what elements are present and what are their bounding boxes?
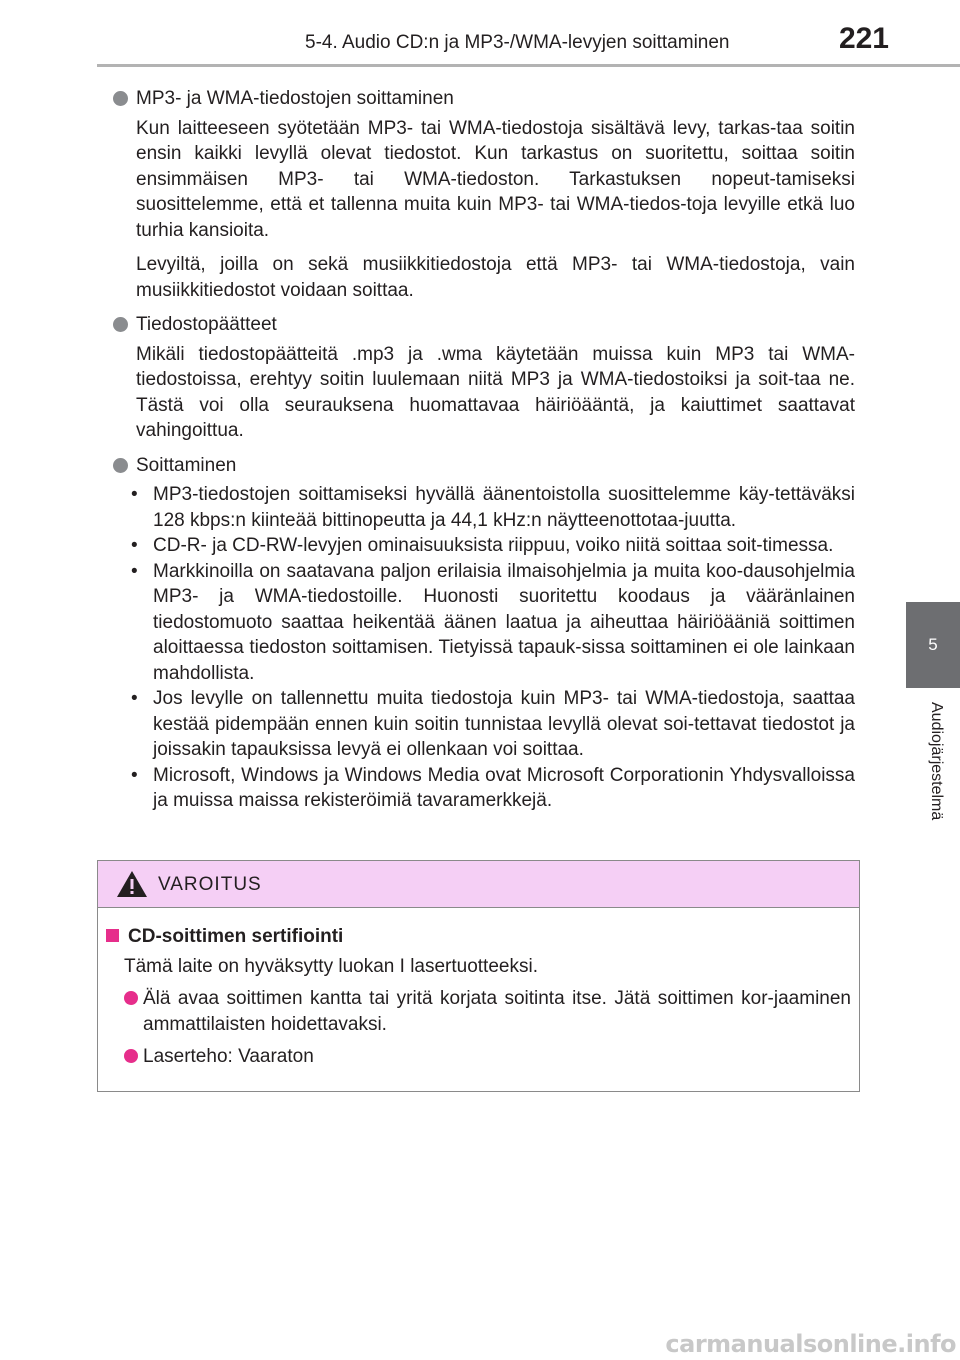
warning-intro: Tämä laite on hyväksytty luokan I lasertuotteeksi. [124, 955, 538, 977]
warning-bullet: Älä avaa soittimen kantta tai yritä korjata soitinta itse. Jätä soittimen kor-jaaminen ammattilaisten hoidettavaksi. [106, 986, 851, 1037]
main-content [113, 80, 855, 814]
circle-bullet-icon [113, 91, 128, 106]
chapter-label: Audiojärjestelmä [928, 702, 945, 821]
circle-bullet-icon [124, 991, 138, 1005]
warning-body [98, 908, 859, 1070]
warning-heading: CD-soittimen sertifiointi [106, 924, 851, 950]
warning-triangle-icon [116, 870, 148, 898]
list-item: • CD-R- ja CD-RW-levyjen ominaisuuksista riippuu, voiko niitä soittaa soit-timessa. [131, 535, 834, 556]
warning-label: VAROITUS [158, 874, 262, 895]
header-divider [97, 64, 960, 67]
circle-bullet-icon [113, 317, 128, 332]
section-title: 5-4. Audio CD:n ja MP3-/WMA-levyjen soittaminen [305, 32, 730, 53]
heading-text: Soittaminen [136, 454, 237, 476]
list-item: • MP3-tiedostojen soittamiseksi hyvällä äänentoistolla suosittelemme käy-tettäväksi 128 kbps:n kiinteää bittinopeutta ja 44,1 kHz:n näytteenottotaa-juutta. [131, 484, 855, 531]
chapter-tab [906, 602, 960, 688]
heading-text: MP3- ja WMA-tiedostojen soittaminen [136, 88, 454, 109]
chapter-number: 5 [928, 635, 938, 654]
watermark: carmanualsonline.info [665, 1330, 956, 1358]
warning-bullet: Laserteho: Vaaraton [106, 1044, 851, 1070]
list-item: • Jos levylle on tallennettu muita tiedostoja kuin MP3- tai WMA-tiedostoja, saattaa kestää pidempään ennen kuin soitin tunnistaa levyllä olevat soi-tettavat tiedostot ja joissakin tapauksissa levyä ei ollenkaan voi soittaa. [131, 688, 855, 760]
circle-bullet-icon [113, 458, 128, 473]
list-item: • Microsoft, Windows ja Windows Media ovat Microsoft Corporationin Yhdysvalloissa ja muissa maissa rekisteröimiä tavaramerkkejä. [131, 764, 855, 811]
list-item: • Markkinoilla on saatavana paljon erilaisia ilmaisohjelmia ja muita koo-dausohjelmia MP3- ja WMA-tiedostoille. Huonosti suoritettu koodaus ja vääränlainen tiedostomuoto saattaa heikentää äänen laatua ja aiheuttaa häiriöääniä soittimen aloittaessa tiedoston soittamisen. Tietyissä tapauk-sissa soittaminen ei ole lainkaan mahdollista. [131, 560, 855, 684]
section-heading-extensions [113, 312, 855, 338]
section-heading-mp3-wma [113, 86, 855, 112]
page-header [97, 18, 889, 62]
paragraph: Kun laitteeseen syötetään MP3- tai WMA-tiedostoja sisältävä levy, tarkas-taa soitin ensin kaikki levyllä olevat tiedostot. Kun tarkastus on suoritettu, soittaa soitin ensimmäisen MP3- tai WMA-tiedoston. Tarkastuksen nopeut-tamiseksi suosittelemme, että et tallenna muita kuin MP3- tai WMA-tiedos-toja levyille etkä luo turhia kansioita. [136, 117, 855, 241]
warning-header [98, 861, 859, 908]
circle-bullet-icon [124, 1049, 138, 1063]
section-heading-playback [113, 453, 855, 479]
square-bullet-icon [106, 929, 119, 942]
warning-box [97, 860, 860, 1092]
page-number: 221 [838, 22, 889, 55]
paragraph: Levyiltä, joilla on sekä musiikkitiedostoja että MP3- tai WMA-tiedostoja, vain musiikkitiedostot voidaan soittaa. [136, 254, 855, 301]
playback-list [113, 482, 855, 814]
paragraph: Mikäli tiedostopäätteitä .mp3 ja .wma käytetään muissa kuin MP3 tai WMA-tiedostoissa, erehtyy soitin luulemaan niitä MP3 ja WMA-tiedostoiksi ja soit-taa ne. Tästä voi olla seurauksena huomattavaa häiriöääntä, ja kaiuttimet saattavat vahingoittua. [136, 343, 855, 441]
heading-text: Tiedostopäätteet [136, 314, 277, 335]
